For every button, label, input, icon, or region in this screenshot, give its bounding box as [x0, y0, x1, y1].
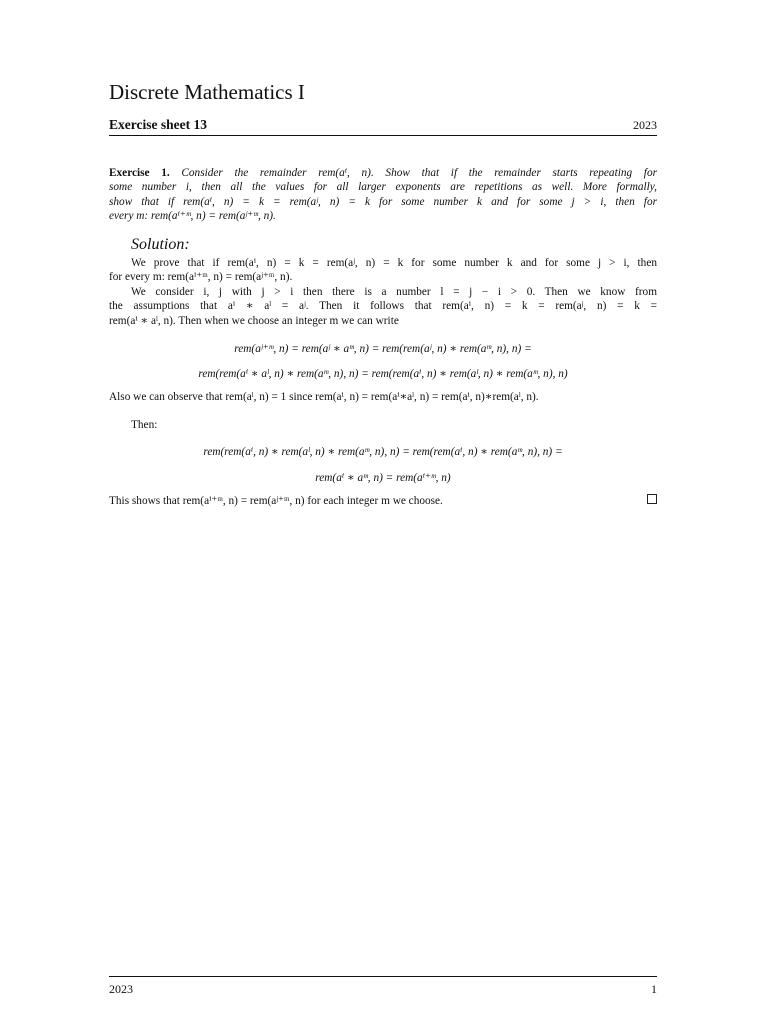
solution-heading: Solution:	[131, 236, 190, 253]
page-number: 1	[651, 982, 657, 996]
equation-2: rem(rem(aⁱ ∗ aˡ, n) ∗ rem(aᵐ, n), n) = rem(rem(aⁱ, n) ∗ rem(aˡ, n) ∗ rem(aᵐ, n), n)	[198, 368, 568, 380]
solution-p2-line-3: rem(aⁱ ∗ aˡ, n). Then when we choose an integer m we can write	[109, 315, 399, 327]
solution-p2-line-1: We consider i, j with j > i then there is a number l = j − i > 0. Then we know from	[131, 286, 657, 298]
equation-1: rem(aʲ⁺ᵐ, n) = rem(aʲ ∗ aᵐ, n) = rem(rem(aʲ, n) ∗ rem(aᵐ, n), n) =	[234, 343, 532, 355]
course-title: Discrete Mathematics I	[109, 80, 305, 104]
exercise-line-1	[109, 166, 657, 180]
exercise-line-2: some number i, then all the values for all larger exponents are repetitions as well. More formally,	[109, 181, 657, 193]
header-year: 2023	[633, 118, 657, 132]
exercise-line-3: show that if rem(aⁱ, n) = k = rem(aʲ, n) = k for some number k and for some j > i, then for	[109, 196, 657, 208]
solution-p1-line-2: for every m: rem(aⁱ⁺ᵐ, n) = rem(aʲ⁺ᵐ, n).	[109, 271, 293, 283]
footer-year: 2023	[109, 982, 133, 996]
sheet-title: Exercise sheet 13	[109, 117, 207, 132]
conclusion-line: This shows that rem(aⁱ⁺ᵐ, n) = rem(aʲ⁺ᵐ, n) for each integer m we choose.	[109, 495, 443, 507]
observation-line: Also we can observe that rem(aˡ, n) = 1 since rem(aⁱ, n) = rem(aⁱ∗aˡ, n) = rem(aⁱ, n)∗rem(aˡ, n).	[109, 391, 539, 403]
header-rule	[109, 135, 657, 136]
equation-3: rem(rem(aⁱ, n) ∗ rem(aˡ, n) ∗ rem(aᵐ, n), n) = rem(rem(aⁱ, n) ∗ rem(aᵐ, n), n) =	[203, 446, 563, 458]
exercise-line-4: every m: rem(aⁱ⁺ᵐ, n) = rem(aʲ⁺ᵐ, n).	[109, 210, 276, 222]
qed-box-icon	[647, 494, 657, 504]
equation-4: rem(aⁱ ∗ aᵐ, n) = rem(aⁱ⁺ᵐ, n)	[315, 472, 451, 484]
solution-p2-line-2: the assumptions that aⁱ ∗ aˡ = aʲ. Then it follows that rem(aⁱ, n) = k = rem(aʲ, n) = k =	[109, 300, 657, 312]
solution-p1-line-1: We prove that if rem(aⁱ, n) = k = rem(aʲ, n) = k for some number k and for some j > i, then	[131, 257, 657, 269]
then-label: Then:	[131, 419, 158, 431]
footer-rule	[109, 976, 657, 977]
exercise-label: Exercise 1.	[109, 167, 170, 179]
exercise-text-1: Consider the remainder rem(aⁱ, n). Show that if the remainder starts repeating for	[181, 167, 657, 179]
